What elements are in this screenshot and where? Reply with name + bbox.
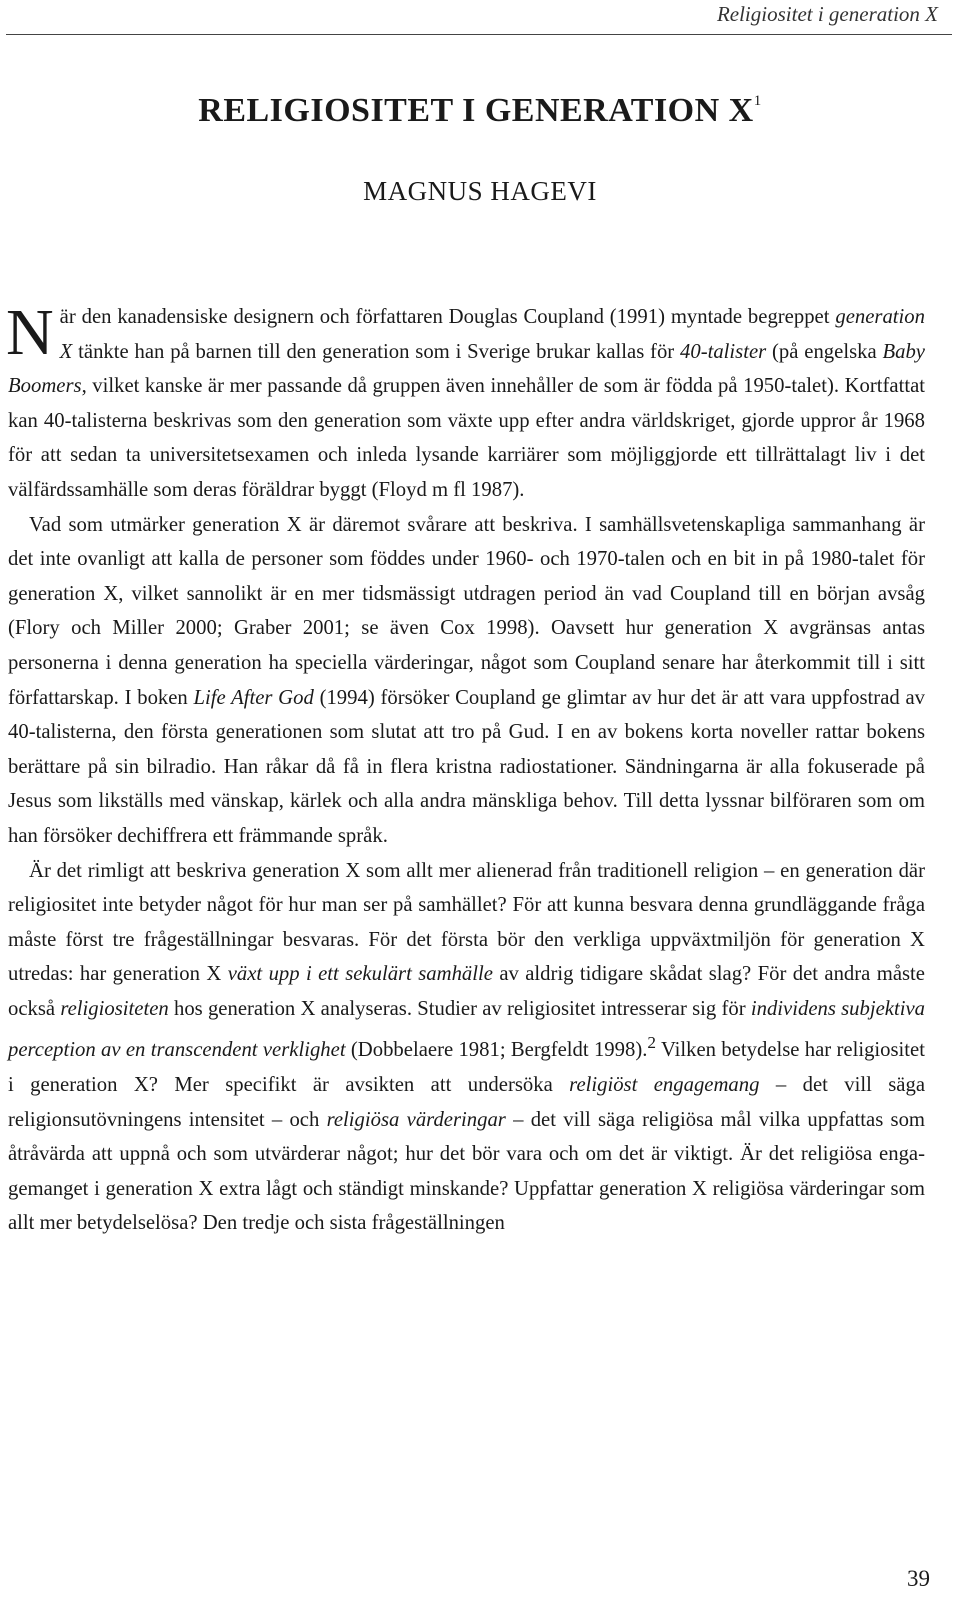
p2-text-2: (1994) försöker Coupland ge glimtar av hur det är att vara uppfostrad av 40-talisterna, den första generationen som slutat att tro på Gud. I en av bokens korta noveller rattar bokens berättare på sin bilradio. Han råkar då få in flera kristna radiostationer. Sändningarna är alla fokuserade på Jesus som likställs med vänskap, kärlek och alla andra mänskliga behov. Till detta lyssnar bilföraren som om han försöker dechiffrera ett främmande språk.	[8, 686, 925, 847]
p3-italic-2: religiositeten	[60, 997, 169, 1020]
p3-text-1: Är det rimligt att beskriva generation X som allt mer alienerad från traditionell religion – en generation där religiositet inte betyder något för hur man ser på samhället? För att kunna besvara denna grundläggande fråga måste först tre frågeställningar besvaras. För det första bör den verkliga uppväxtmiljön för generation X utredas: har generation X	[8, 859, 925, 986]
p1-text-3: (på engelska	[766, 340, 883, 363]
p3-text-6: – det vill säga religionsutövningens intensitet – och	[8, 1073, 926, 1131]
p3-italic-5: religiösa värderingar	[326, 1108, 506, 1131]
p1-text-1: är den kanadensiske designern och författaren Douglas Coupland (1991) myntade begreppet	[59, 306, 836, 328]
p1-text-2: tänkte han på barnen till den generation som i Sverige brukar kallas för	[72, 340, 681, 363]
p1-italic-generation-x: generation X	[59, 306, 925, 363]
p2-text-1: Vad som utmärker generation X är däremot svårare att beskriva. I samhällsvetenskapliga sammanhang är det inte ovanligt att kalla de personer som föddes under 1960- och 1970-talen och en bit in på 1980-talet för generation X, vilket sannolikt är en mer tidsmässigt utdragen period än vad Coupland till en början avsåg (Flory och Miller 2000; Graber 2001; se även Cox 1998). Oavsett hur generation X avgränsas antas personerna i denna generation ha speciella värderingar, något som Coupland senare har återkommit till i sitt författarskap. I boken	[8, 513, 925, 709]
p1-text-4: , vilket kanske är mer passande då gruppen även innehåller de som är födda på 1950-talet). Kortfattat kan 40-talisterna beskrivas som den generation som växte upp efter andra världskriget, gjorde uppror år 1968 för att sedan ta universitetsexamen och inleda lysande karriärer som möjliggjorde ett tillrättalagt liv i det välfärdssamhälle som deras föräldrar byggt (Floyd m fl 1987).	[8, 375, 925, 501]
body-text	[6, 296, 926, 1241]
p2-italic-book-title: Life After God	[193, 686, 314, 709]
p3-italic-4: religiöst engagemang	[569, 1073, 760, 1096]
p3-text-7: – det vill säga religiösa mål vilka uppfattas som åtråvärda att uppnå och som utvärderar något; hur det bör vara och om det är viktigt. Är det religiösa engagemanget i generation X extra lågt och ständigt minskande? Uppfattar generation X religiösa värderingar som allt mer betydelselösa? Den tredje och sista frågeställningen	[8, 1108, 925, 1235]
header-rule	[6, 34, 952, 35]
p3-text-5: Vilken betydelse har religiositet i generation X? Mer specifikt är avsikten att undersöka	[8, 1039, 925, 1096]
drop-cap: N	[6, 296, 54, 369]
p3-text-3: hos generation X analyseras. Studier av religiositet intresserar sig för	[168, 997, 751, 1020]
article-author: MAGNUS HAGEVI	[363, 176, 597, 206]
p3-italic-1: växt upp i ett sekulärt samhälle	[227, 963, 493, 986]
paragraph-2	[8, 508, 925, 854]
page-number: 39	[907, 1566, 930, 1591]
p1-italic-baby-boomers: Baby Boomers	[8, 340, 925, 398]
article-title	[0, 92, 960, 130]
paragraph-1	[6, 296, 925, 508]
title-footnote-marker: 1	[753, 92, 762, 109]
footnote-marker-2: 2	[647, 1033, 657, 1053]
p3-text-4: (Dobbelaere 1981; Bergfeldt 1998).	[345, 1039, 648, 1062]
article-title-text: RELIGIOSITET I GENERATION X	[198, 92, 754, 129]
paragraph-3	[8, 854, 925, 1241]
running-header: Religiositet i generation X	[716, 2, 938, 26]
p3-text-2: av aldrig tidigare skådat slag? För det andra måste också	[8, 963, 925, 1020]
p3-italic-3: individens subjektiva perception av en transcendent verklighet	[8, 997, 926, 1062]
p1-italic-40-talister: 40-talister	[680, 340, 767, 363]
